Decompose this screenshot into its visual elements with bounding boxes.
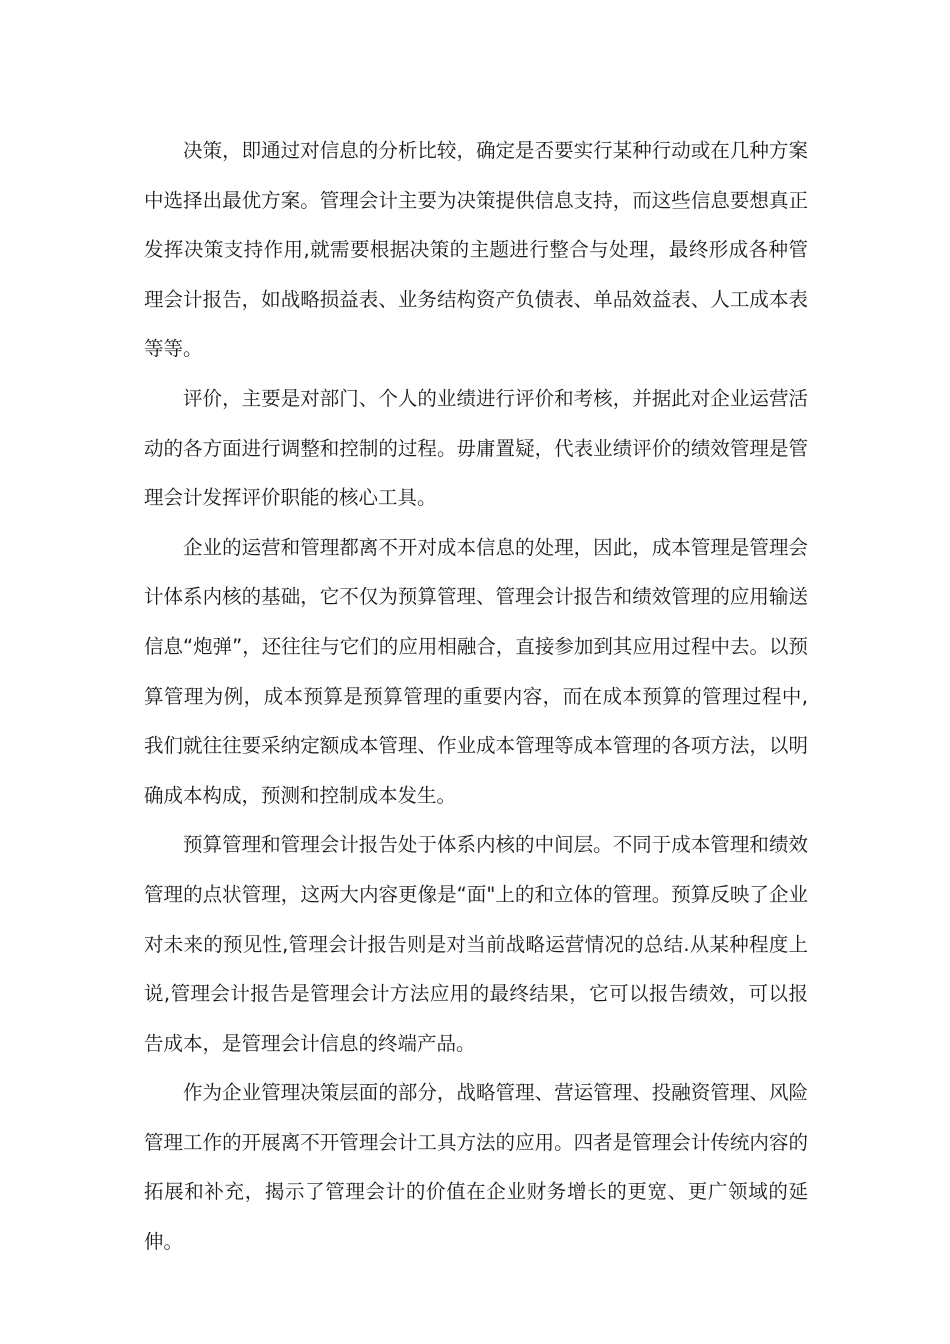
paragraph-cost-management: 企业的运营和管理都离不开对成本信息的处理，因此，成本管理是管理会计体系内核的基础，它不仅为预算管理、管理会计报告和绩效管理的应用输送信息“炮弹”，还往往与它们的应用相融合，直接参加到其应用过程中去。以预算管理为例，成本预算是预算管理的重要内容，而在成本预算的管理过程中,我们就往往要采纳定额成本管理、作业成本管理等成本管理的各项方法，以明确成本构成，预测和控制成本发生。 xyxy=(144,535,808,807)
paragraph-management-decision-layer: 作为企业管理决策层面的部分，战略管理、营运管理、投融资管理、风险管理工作的开展离不开管理会计工具方法的应用。四者是管理会计传统内容的拓展和补充，揭示了管理会计的价值在企业财务增长的更宽、更广领域的延伸。 xyxy=(144,1081,808,1254)
paragraph-decision: 决策，即通过对信息的分析比较，确定是否要实行某种行动或在几种方案中选择出最优方案。管理会计主要为决策提供信息支持，而这些信息要想真正发挥决策支持作用,就需要根据决策的主题进行整合与处理，最终形成各种管理会计报告，如战略损益表、业务结构资产负债表、单品效益表、人工成本表等等。 xyxy=(144,139,808,361)
paragraph-evaluation: 评价，主要是对部门、个人的业绩进行评价和考核，并据此对企业运营活动的各方面进行调整和控制的过程。毋庸置疑，代表业绩评价的绩效管理是管理会计发挥评价职能的核心工具。 xyxy=(144,386,808,510)
paragraph-budget-and-reporting: 预算管理和管理会计报告处于体系内核的中间层。不同于成本管理和绩效管理的点状管理，这两大内容更像是“面"上的和立体的管理。预算反映了企业对未来的预见性,管理会计报告则是对当前战略运营情况的总结.从某种程度上说,管理会计报告是管理会计方法应用的最终结果，它可以报告绩效，可以报告成本，是管理会计信息的终端产品。 xyxy=(144,833,808,1055)
document-body xyxy=(144,126,808,1267)
